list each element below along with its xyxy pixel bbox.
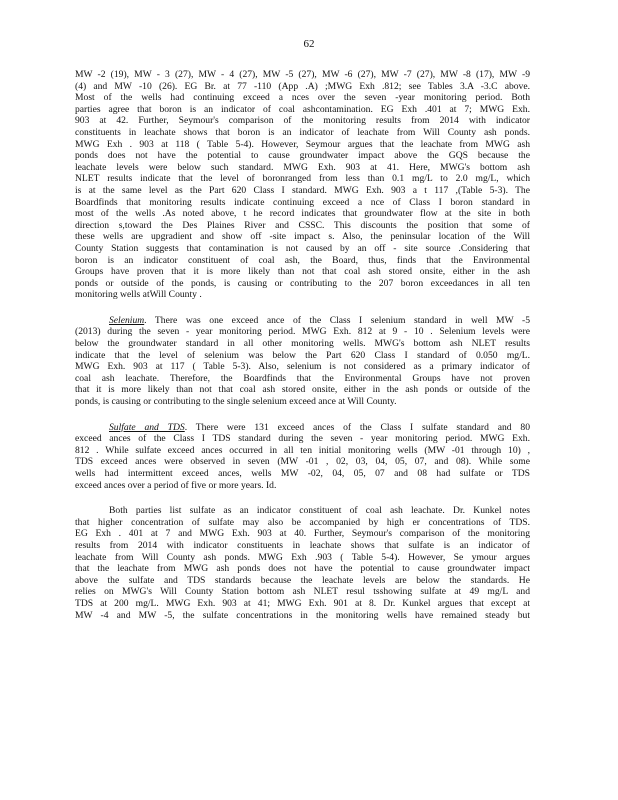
text-line: coal ash leachate. Therefore, the Boardfinds that the Environmental Groups have not proven xyxy=(75,372,530,384)
text-line: most of the wells .As noted above, t he record indicates that groundwater flow at the site in both xyxy=(75,208,530,220)
text-line: leachate from Will County ash ponds. MWG Exh .903 ( Table 5-4). However, Se ymour argues xyxy=(75,551,530,563)
text-line: monitoring wells atWill County . xyxy=(75,289,202,301)
text-line: direction s,toward the Des Plaines River and CSSC. This discounts the position that some of xyxy=(75,219,530,231)
paragraph-sulfate-tds xyxy=(75,422,530,492)
text-line: below the groundwater standard in all other monitoring wells. MWG's bottom ash NLET results xyxy=(75,338,530,350)
text-line: these wells are upgradient and show off -site impact s. Also, the peninsular location of the Will xyxy=(75,231,530,243)
paragraph-sulfate-indicator xyxy=(75,505,530,621)
text-line: parties agree that boron is an indicator of coal ashcontamination. EG Exh .401 at 7; MWG Exh. xyxy=(75,103,530,115)
text-line: ponds, is causing or contributing to the single selenium exceed ance at Will County. xyxy=(75,396,397,408)
text-line: (4) and MW -10 (26). EG Br. at 77 -110 (App .A) ;MWG Exh .812; see Tables 3.A -3.C above. xyxy=(75,80,530,92)
text-line: MWG Exh. 903 at 117 ( Table 5-3). Also, selenium is not considered as a primary indicator of xyxy=(75,361,530,373)
text-line: exceed ances over a period of five or more years. Id. xyxy=(75,479,277,491)
text-line: leachate levels were below such standard. MWG Exh. 903 at 41. Here, MWG's bottom ash xyxy=(75,161,530,173)
text-line: wells had intermittent exceed ances, wells MW -02, 04, 05, 07 and 08 had sulfate or TDS xyxy=(75,468,530,479)
section-heading-sulfate-tds: Sulfate and TDS xyxy=(109,421,185,433)
text-line: Groups have proven that it is more likely than not that coal ash stored onsite, either in the ash xyxy=(75,266,530,278)
text-line: that the leachate from MWG ash ponds does not have the potential to cause groundwater impact xyxy=(75,563,530,575)
paragraph-boron xyxy=(75,69,530,301)
text-line: Boardfinds that monitoring results indicate continuing exceed a nce of Class I boron standard in xyxy=(75,196,530,208)
text-line: MW -4 and MW -5, the sulfate concentrations in the monitoring wells have remained steady but xyxy=(75,609,530,621)
page-number: 62 xyxy=(303,38,315,50)
paragraph-selenium xyxy=(75,315,530,408)
text-line: (2013) during the seven - year monitoring period. MWG Exh. 812 at 9 - 10 . Selenium levels were xyxy=(75,326,530,338)
text-line: indicate that the level of selenium was below the Part 620 Class I standard of 0.050 mg/L. xyxy=(75,349,530,361)
text-line: exceed ances of the Class I TDS standard during the seven - year monitoring period. MWG Exh. xyxy=(75,433,530,445)
text-line: EG Exh . 401 at 7 and MWG Exh. 903 at 40. Further, Seymour's comparison of the monitoring xyxy=(75,528,530,540)
section-heading-selenium: Selenium xyxy=(109,314,145,326)
text-line: that higher concentration of sulfate may also be accompanied by high er concentrations of TDS. xyxy=(75,516,530,528)
text-line: TDS at 200 mg/L. MWG Exh. 903 at 41; MWG Exh. 901 at 8. Dr. Kunkel argues that except at xyxy=(75,597,530,609)
heading-line-text: . There was one exceed ance of the Class I selenium standard in well MW -5 xyxy=(144,314,530,326)
text-line: boron is an indicator constituent of coal ash, the Board, thus, finds that the Environmental xyxy=(75,254,530,266)
text-line: relies on MWG's Will County Station bottom ash NLET resul tsshowing sulfate at 49 mg/L and xyxy=(75,586,530,598)
text-line: ponds or outside of the ponds, is causing or contributing to the 207 boron exceedances in all ten xyxy=(75,277,530,289)
text-line: above the sulfate and TDS standards because the leachate levels are below the standards. He xyxy=(75,574,530,586)
text-line: Both parties list sulfate as an indicator constituent of coal ash leachate. Dr. Kunkel notes xyxy=(109,505,530,517)
text-line: Most of the wells had continuing exceed a nces over the seven -year monitoring period. Both xyxy=(75,92,530,104)
text-line: 903 at 42. Further, Seymour's comparison of the monitoring results from 2014 with indicator xyxy=(75,115,530,127)
text-line: NLET results indicate that the level of boronranged from less than 0.1 mg/L to 2.0 mg/L, which xyxy=(75,173,530,185)
text-line: MWG Exh . 903 at 118 ( Table 5-4). However, Seymour argues that the leachate from MWG ash xyxy=(75,138,530,150)
text-line: results from 2014 with indicator constituents in leachate shows that sulfate is an indicator of xyxy=(75,539,530,551)
document-body xyxy=(75,69,530,621)
text-line: 812 . While sulfate exceed ances occurred in all ten initial monitoring wells (MW -01 through 10) , xyxy=(75,444,530,456)
text-line: constituents in leachate shows that boron is an indicator of leachate from Will County ash ponds. xyxy=(75,126,530,138)
text-line: County Station suggests that contamination is not caused by an off - site source .Considering that xyxy=(75,242,530,254)
text-line: is at the same level as the Part 620 Class I standard. MWG Exh. 903 a t 117 ,(Table 5-3). The xyxy=(75,184,530,196)
text-line xyxy=(75,315,530,327)
heading-line-text: . There were 131 exceed ances of the Class I sulfate standard and 80 xyxy=(184,421,530,433)
text-line: TDS exceed ances were observed in seven (MW -01 , 02, 03, 04, 05, 07, and 08). While some xyxy=(75,456,530,468)
text-line: ponds does not have the potential to cause groundwater impact above the GQS because the xyxy=(75,150,530,162)
text-line: that it is more likely than not that coal ash stored onsite, either in the ash ponds or outside of the xyxy=(75,384,530,396)
text-line xyxy=(75,422,530,434)
text-line: MW -2 (19), MW - 3 (27), MW - 4 (27), MW -5 (27), MW -6 (27), MW -7 (27), MW -8 (17), MW -9 xyxy=(75,69,530,80)
